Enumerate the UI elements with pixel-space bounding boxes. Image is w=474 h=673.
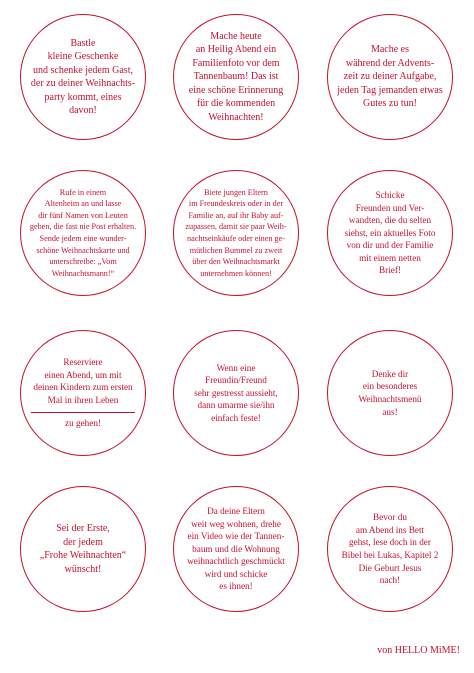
advent-card-menu [327,330,453,456]
advent-card-send-photo [327,170,453,296]
card-text: Bevor du am Abend ins Bett gehst, lese doch in der Bibel bei Lukas, Kapitel 2 Die Geburt Jesus nach! [341,512,439,586]
advent-card-babysitting [173,170,299,296]
card-text: Biete jungen Eltern im Freundeskreis oder in der Familie an, auf ihr Baby auf- zupassen, damit sie paar Weih- nachtseinkäufe oder einen ge- mütlichen Bummel zu zweit über den Weihnachtsmarkt unternehmen können! [185,187,287,278]
card-text: Schicke Freunden und Ver- wandten, die du selten siehst, ein aktuelles Foto von dir und der Familie mit einem netten Brief! [344,189,436,276]
advent-card-family-photo [173,14,299,140]
card-text: Mache heute an Heilig Abend ein Familienfoto vor dem Tannenbaum! Das ist eine schöne Erinnerung für die kommenden Weihnachten! [188,30,284,123]
card-text: Rufe in einem Altenheim an und lasse dir fünf Namen von Leuten geben, die fast nie Post erhalten. Sende jedem eine wunder- schöne Weihnachtskarte und unterschreibe: „Vom Weihnachtsmann!“ [29,187,137,278]
advent-card-good-deed [327,14,453,140]
card-text: Denke dir ein besonderes Weihnachtsmenü aus! [358,368,422,417]
blank-fill-line [31,412,135,413]
footer-credit: von HELLO MiME! [377,645,460,656]
card-text: Reserviere einen Abend, um mit deinen Kindern zum ersten Mal in ihren Leben [33,357,133,405]
advent-card-first-wish [20,486,146,612]
card-text: Da deine Eltern weit weg wohnen, drehe ein Video wie der Tannen- baum und die Wohnung weihnachtlich geschmückt wird und schicke es ihnen! [187,505,285,592]
card-text: Bastle kleine Geschenke und schenke jedem Gast, der zu deiner Weihnachts- party kommt, eines davon! [30,37,136,116]
card-text: Sei der Erste, der jedem „Frohe Weihnachten“ wünscht! [39,523,127,575]
card-text-after: zu gehen! [65,418,101,429]
advent-card-video [173,486,299,612]
card-text: Wenn eine Freundin/Freund sehr gestresst aussieht, dann umarme sie/ihn einfach feste! [194,362,278,423]
card-text: Mache es während der Advents- zeit zu deiner Aufgabe, jeden Tag jemanden etwas Gutes zu tun! [337,44,443,110]
advent-card-hug [173,330,299,456]
advent-card-bible [327,486,453,612]
advent-card-gifts [20,14,146,140]
advent-card-nursing-home [20,170,146,296]
advent-card-reserve-evening [20,330,146,456]
